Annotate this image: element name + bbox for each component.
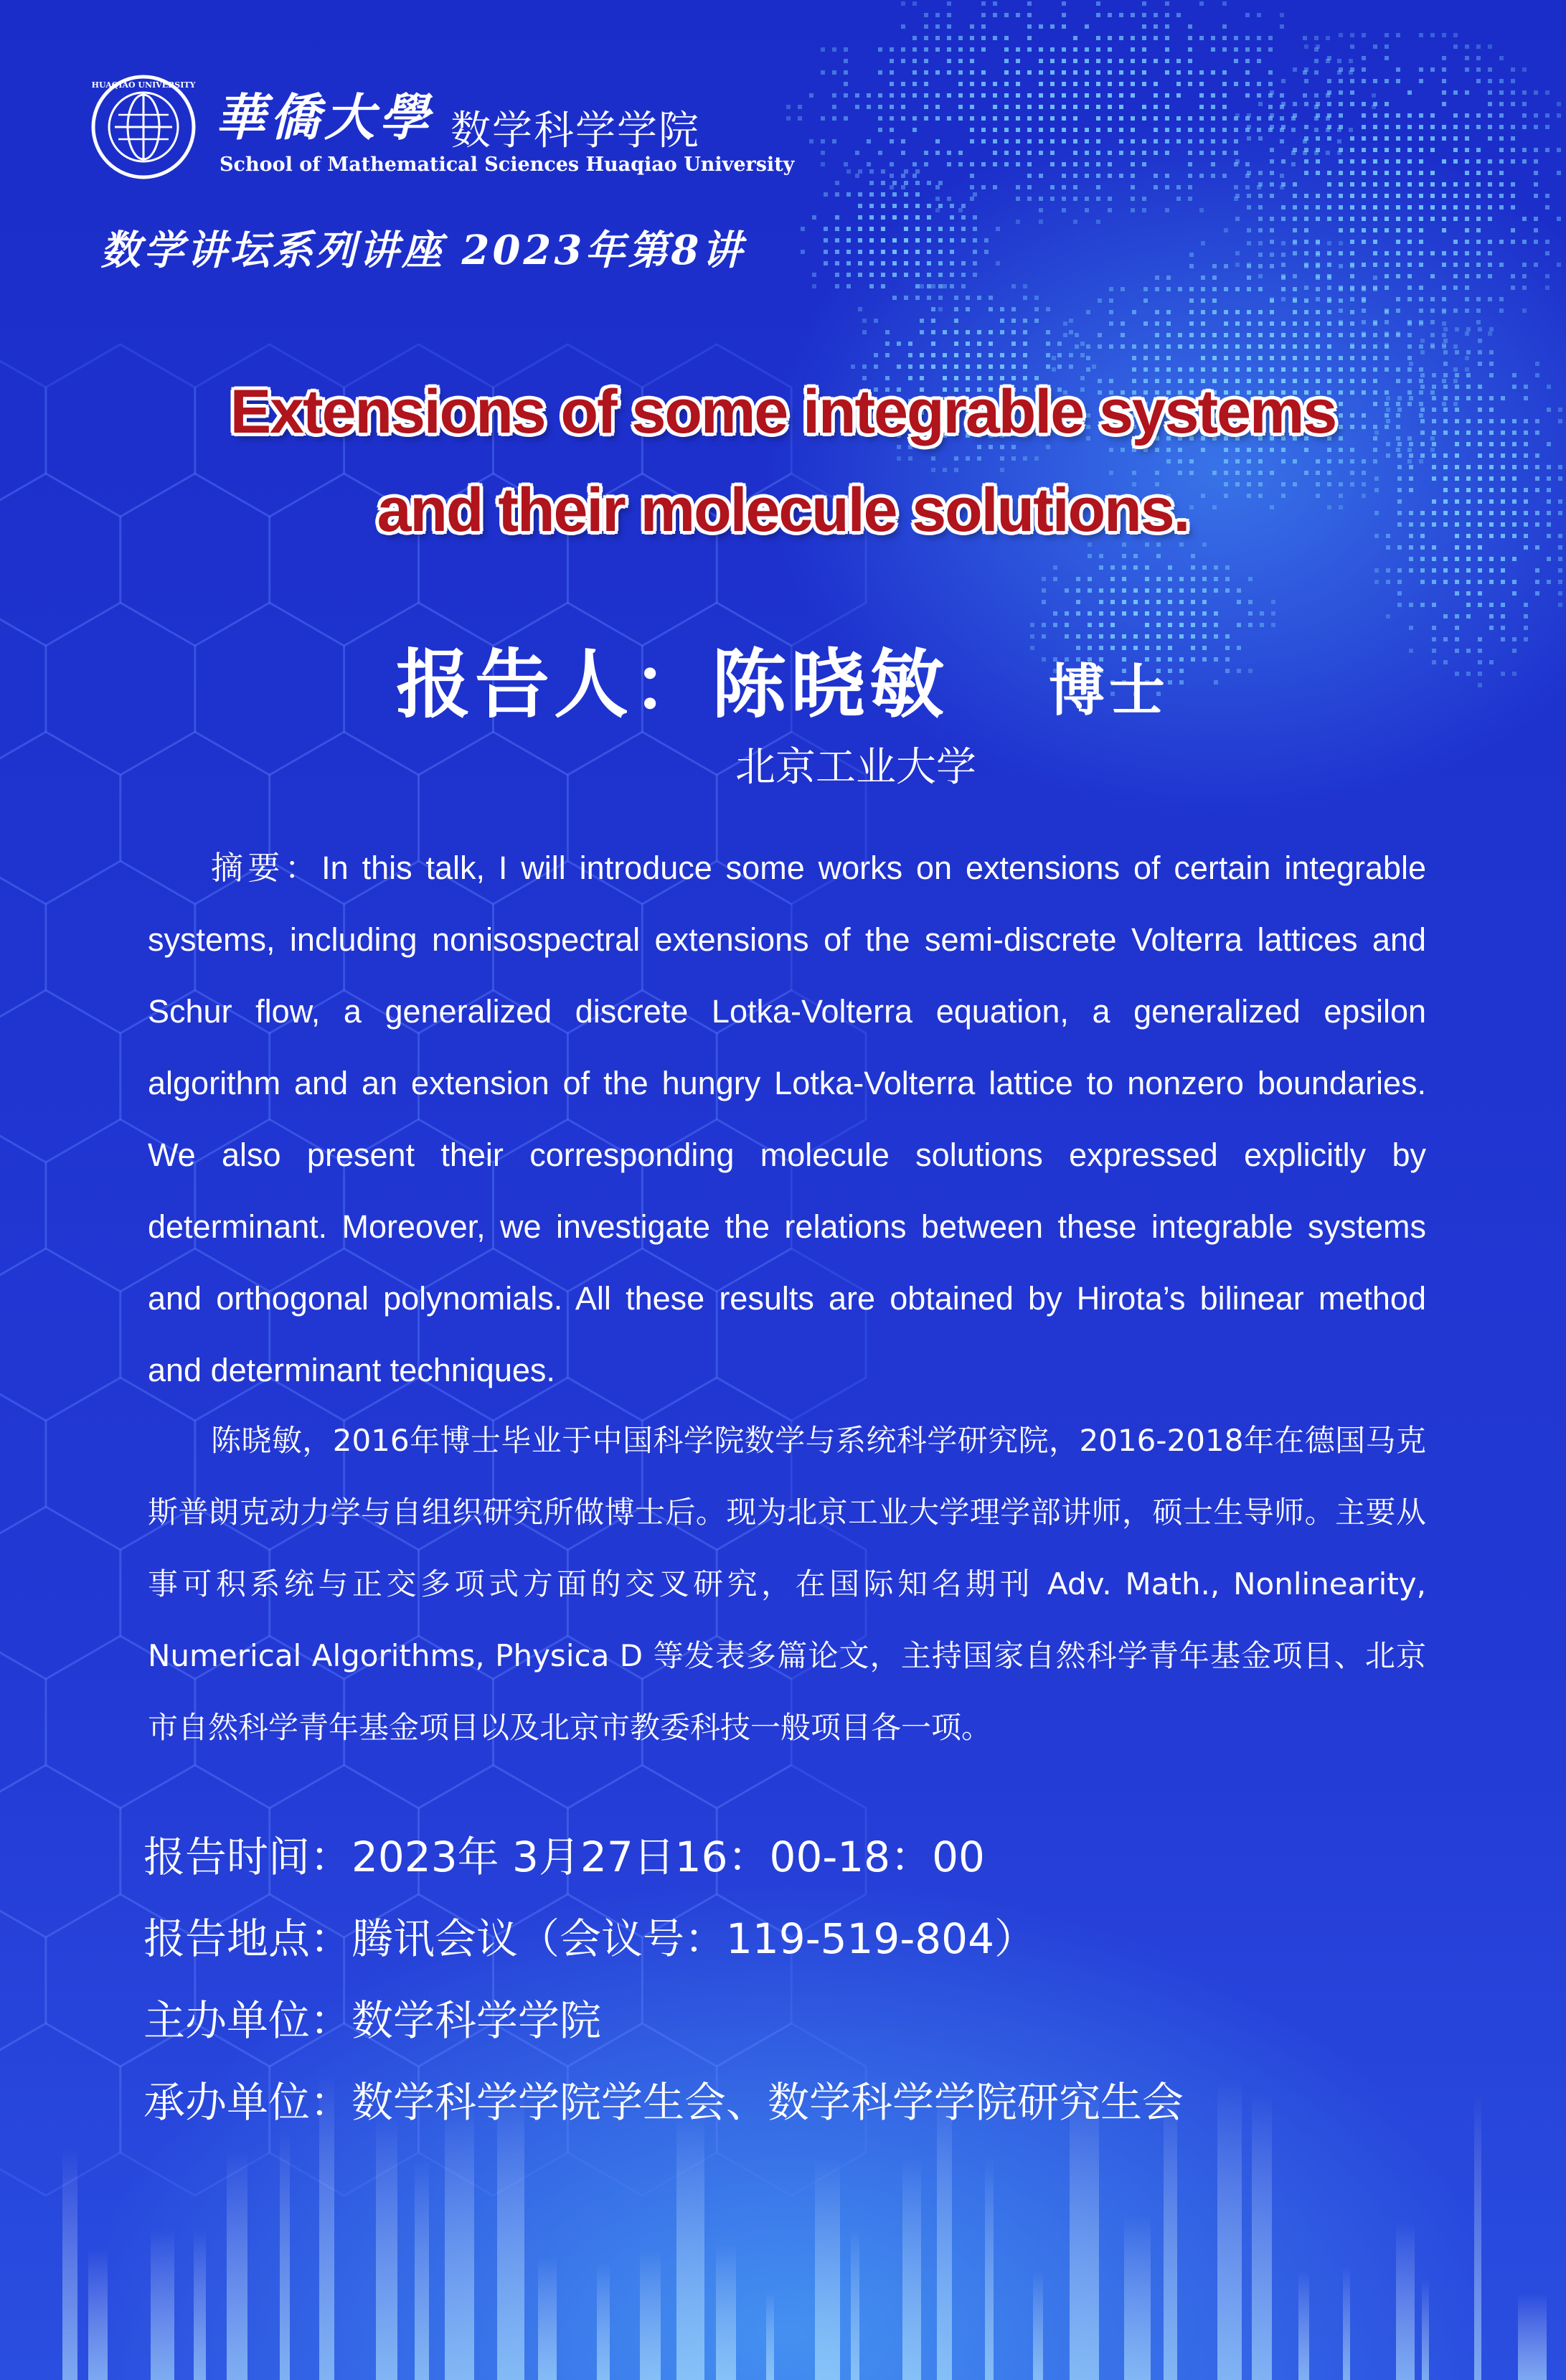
university-name: 華僑大學 bbox=[215, 88, 433, 147]
event-venue: 报告地点：腾讯会议（会议号：119-519-804） bbox=[143, 1914, 1036, 1963]
speaker-affiliation: 北京工业大学 bbox=[735, 744, 976, 791]
lecture-series-label: 数学讲坛系列讲座 2023年第8讲 bbox=[100, 227, 745, 274]
talk-title-line-2: and their molecule solutions. bbox=[377, 476, 1189, 545]
abstract-paragraph: 摘要：In this talk, I will introduce some works on extensions of certain integrable systems, including nonisospectral extensions of the semi-discrete Volterra lattices and Schur flow, a generalized discrete Lotka-Volterra equation, a generalized epsilon algorithm and an extension of the hungry Lotka-Volterra lattice to nonzero boundaries. We also present their corresponding molecule solutions expressed explicitly by determinant. Moreover, we investigate the relations between these integrable systems and orthogonal polynomials. All these results are obtained by Hirota’s bilinear method and determinant techniques. bbox=[148, 850, 1426, 1388]
event-info bbox=[143, 1828, 1184, 2155]
speaker-name: 报告人：陈晓敏 bbox=[396, 641, 949, 728]
university-logo-icon bbox=[90, 73, 197, 181]
school-name-english: School of Mathematical Sciences Huaqiao University bbox=[220, 154, 795, 176]
world-map-dots bbox=[786, 0, 1566, 696]
svg-text:HUAQIAO UNIVERSITY: HUAQIAO UNIVERSITY bbox=[91, 80, 196, 90]
talk-title-line-1: Extensions of some integrable systems bbox=[230, 377, 1336, 446]
speaker-bio-paragraph: 陈晓敏，2016年博士毕业于中国科学院数学与系统科学研究院，2016-2018年在德国马克斯普朗克动力学与自组织研究所做博士后。现为北京工业大学理学部讲师，硕士生导师。主要从事可积系统与正交多项式方面的交叉研究，在国际知名期刊 Adv. Math., Nonlinearity, Numerical Algorithms, Physica D 等发表多篇论文，主持国家自然科学青年基金项目、北京市自然科学青年基金项目以及北京市教委科技一般项目各一项。 bbox=[148, 1423, 1426, 1745]
event-time: 报告时间：2023年 3月27日16：00-18：00 bbox=[143, 1833, 985, 1881]
school-name: 数学科学学院 bbox=[451, 108, 700, 154]
event-co-organizer: 承办单位：数学科学学院学生会、数学科学学院研究生会 bbox=[143, 2078, 1184, 2127]
event-organizer: 主办单位：数学科学学院 bbox=[143, 1996, 602, 2045]
speaker-title: 博士 bbox=[1049, 659, 1170, 723]
